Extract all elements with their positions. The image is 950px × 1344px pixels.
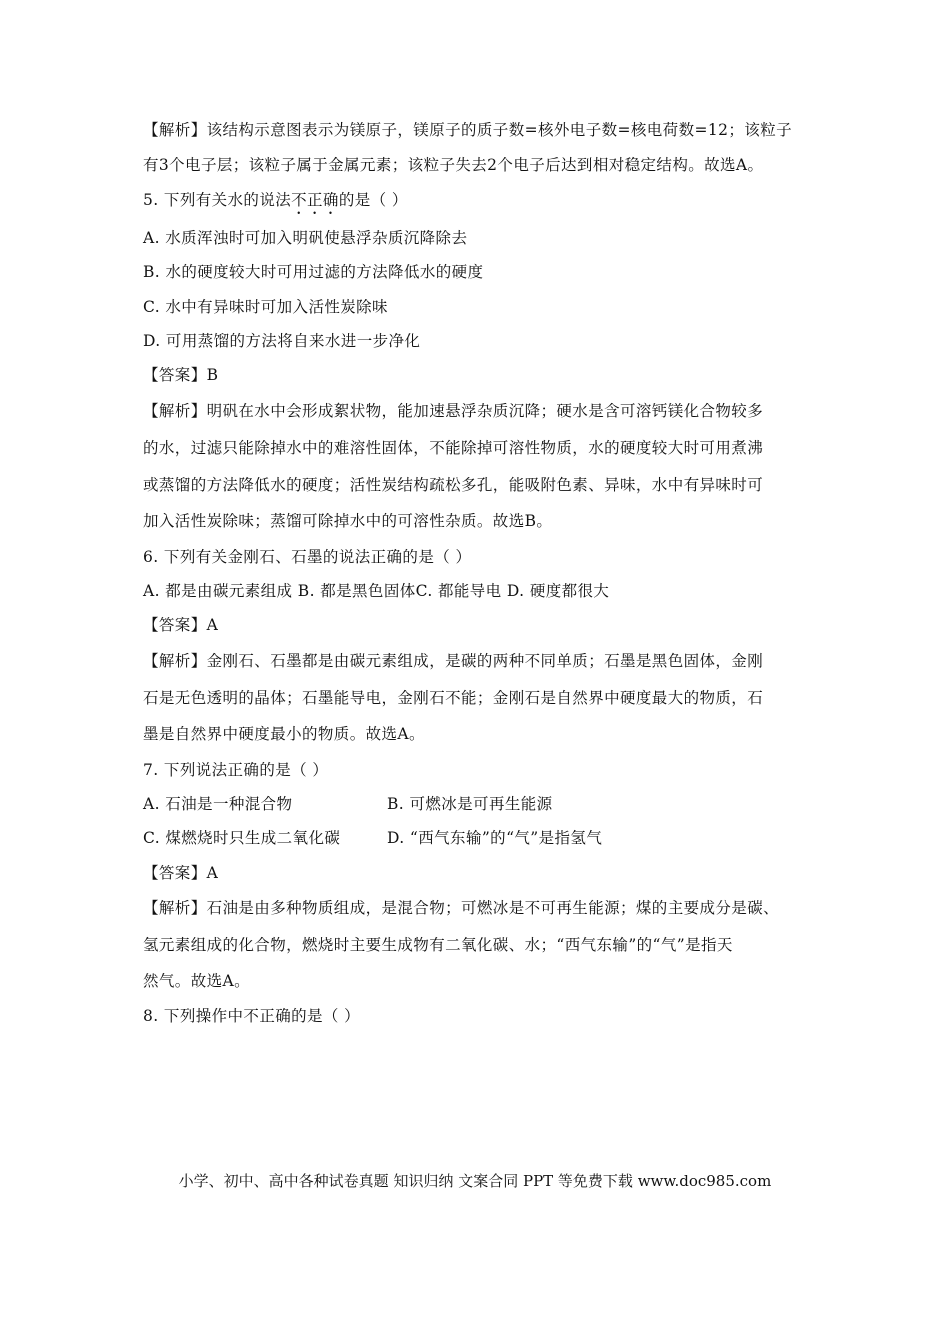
text-line: 氢元素组成的化合物，燃烧时主要生成物有二氧化碳、水；“西气东输”的“气”是指天 [143,936,733,954]
answer-line: 【答案】A [143,616,219,634]
question-5 [143,190,823,218]
text-line: 的水，过滤只能除掉水中的难溶性固体，不能除掉可溶性物质，水的硬度较大时可用煮沸 [143,439,764,457]
option-line: B. 水的硬度较大时可用过滤的方法降低水的硬度 [143,263,484,281]
option-b: B. 可燃冰是可再生能源 [387,795,553,813]
option-row [143,794,823,814]
text-line: 【解析】明矾在水中会形成絮状物，能加速悬浮杂质沉降；硬水是含可溶钙镁化合物较多 [143,402,764,420]
question-line: 7. 下列说法正确的是（ ） [143,761,329,779]
option-c: C. 煤燃烧时只生成二氧化碳 [143,829,341,847]
question-5-prefix: 5. 下列有关水的说法 [143,191,292,209]
question-line: 6. 下列有关金刚石、石墨的说法正确的是（ ） [143,548,472,566]
text-line: 或蒸馏的方法降低水的硬度；活性炭结构疏松多孔，能吸附色素、异味，水中有异味时可 [143,476,764,494]
option-line: A. 都是由碳元素组成 B. 都是黑色固体C. 都能导电 D. 硬度都很大 [143,582,610,600]
text-line: 墨是自然界中硬度最小的物质。故选A。 [143,725,425,743]
option-row [143,828,823,848]
text-line: 【解析】金刚石、石墨都是由碳元素组成，是碳的两种不同单质；石墨是黑色固体，金刚 [143,652,764,670]
question-5-emphasis: 不正确 [291,191,339,209]
answer-line: 【答案】A [143,864,219,882]
option-a: A. 石油是一种混合物 [143,795,293,813]
question-5-suffix: 的是（ ） [338,191,408,209]
text-line: 【解析】该结构示意图表示为镁原子，镁原子的质子数=核外电子数=核电荷数=12；该粒子 [143,121,792,139]
text-line: 加入活性炭除味；蒸馏可除掉水中的可溶性杂质。故选B。 [143,512,553,530]
option-d: D. “西气东输”的“气”是指氢气 [387,829,603,847]
answer-line: 【答案】B [143,366,219,384]
question-line: 8. 下列操作中不正确的是（ ） [143,1007,361,1025]
option-line: A. 水质浑浊时可加入明矾使悬浮杂质沉降除去 [143,229,468,247]
text-line: 然气。故选A。 [143,972,250,990]
page-footer: 小学、初中、高中各种试卷真题 知识归纳 文案合同 PPT 等免费下载 www.doc985.com [178,1172,772,1190]
text-line: 有3个电子层；该粒子属于金属元素；该粒子失去2个电子后达到相对稳定结构。故选A。 [143,156,764,174]
option-line: C. 水中有异味时可加入活性炭除味 [143,298,388,316]
text-line: 【解析】石油是由多种物质组成，是混合物；可燃冰是不可再生能源；煤的主要成分是碳、 [143,899,780,917]
option-line: D. 可用蒸馏的方法将自来水进一步净化 [143,332,421,350]
text-line: 石是无色透明的晶体；石墨能导电，金刚石不能；金刚石是自然界中硬度最大的物质，石 [143,689,764,707]
